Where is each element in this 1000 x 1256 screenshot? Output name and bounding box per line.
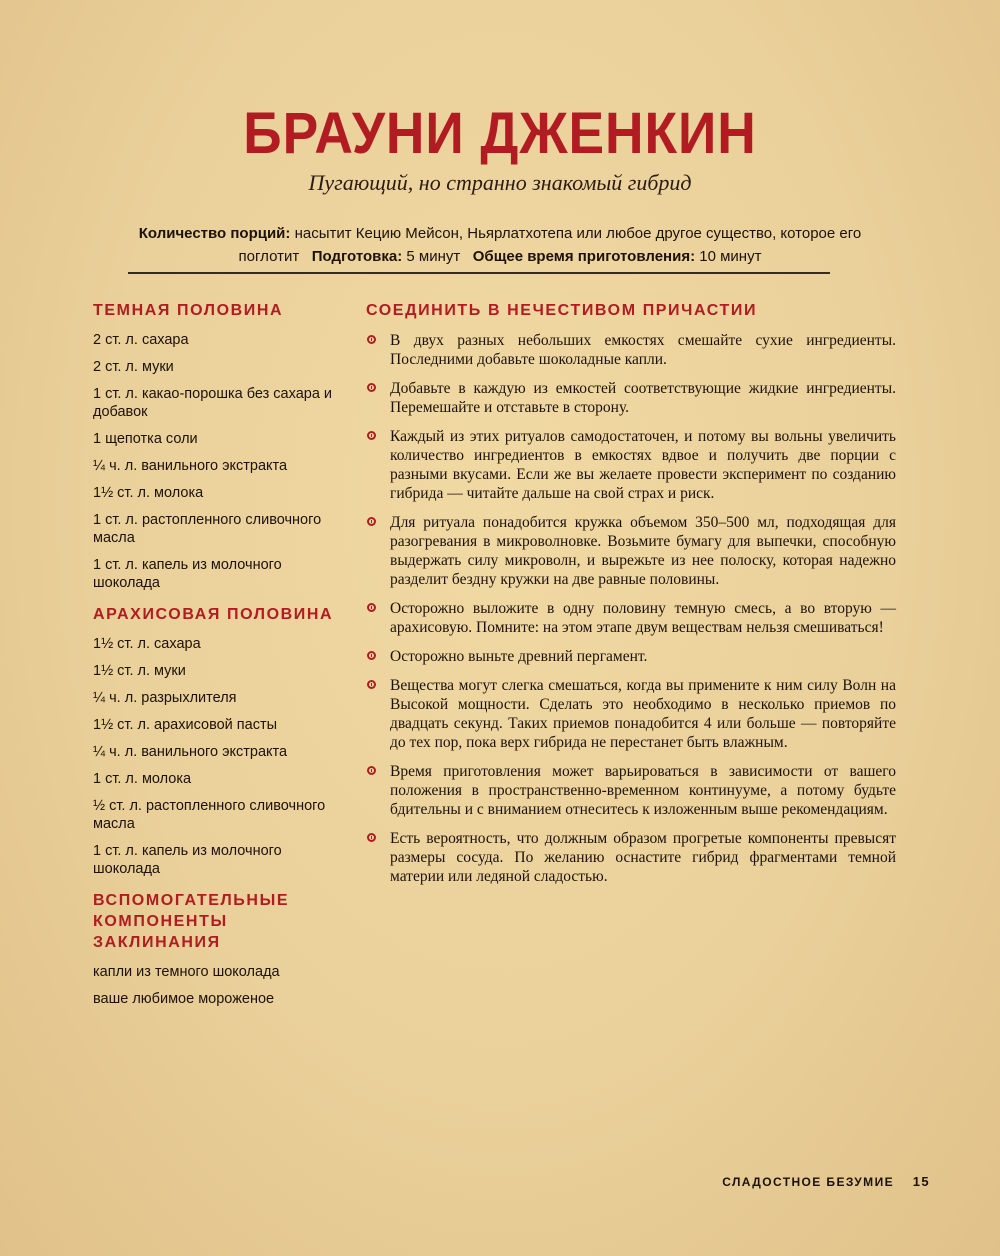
ingredient-list [93, 963, 343, 1008]
step-bullet-icon [367, 603, 376, 612]
method-step [366, 762, 896, 819]
ingredient-item: 1 щепотка соли [93, 431, 198, 447]
ingredient-list [93, 331, 343, 592]
ingredient-item: капли из темного шоколада [93, 964, 280, 980]
step-text: Осторожно выложите в одну половину темную смесь, а во вторую — арахисовую. Помните: на этом этапе двум веществам нельзя смешиваться! [390, 600, 896, 636]
recipe-title: БРАУНИ ДЖЕНКИН [243, 101, 757, 166]
step-text: Осторожно выньте древний пергамент. [390, 648, 648, 665]
ingredient-item: 2 ст. л. муки [93, 359, 174, 375]
step-bullet-icon [367, 517, 376, 526]
step-text: В двух разных небольших емкостях смешайте сухие ингредиенты. Последними добавьте шоколадные капли. [390, 332, 896, 368]
ingredient-item: 1 ст. л. капель из молочного шоколада [93, 557, 282, 591]
ingredient-item: 1½ ст. л. молока [93, 485, 204, 501]
recipe-meta [120, 222, 880, 268]
ingredient-list [93, 635, 343, 878]
step-text: Время приготовления может варьироваться в зависимости от вашего положения в пространственно-временном континууме, а потому будьте бдительны и с вниманием отнеситесь к изложенным выше рекомендациям. [390, 763, 896, 818]
total-time-label: Общее время приготовления: [472, 248, 696, 265]
ingredient-item: ¼ ч. л. разрыхлителя [93, 690, 237, 706]
method-step [366, 513, 896, 589]
method-step [366, 647, 896, 666]
footer-section-title: СЛАДОСТНОЕ БЕЗУМИЕ [722, 1175, 894, 1189]
method-column [366, 300, 896, 896]
ingredient-item: 1½ ст. л. муки [93, 663, 186, 679]
step-text: Добавьте в каждую из емкостей соответствующие жидкие ингредиенты. Перемешайте и отставьте в сторону. [390, 380, 896, 416]
ingredient-item: 1 ст. л. капель из молочного шоколада [93, 843, 282, 877]
servings-label: Количество порций: [138, 225, 291, 242]
method-step [366, 599, 896, 637]
step-bullet-icon [367, 766, 376, 775]
method-steps [366, 331, 896, 886]
ingredient-section-heading: АРАХИСОВАЯ ПОЛОВИНА [93, 606, 334, 623]
ingredient-item: ¼ ч. л. ванильного экстракта [93, 744, 288, 760]
ingredient-section-heading: ТЕМНАЯ ПОЛОВИНА [93, 302, 284, 319]
ingredient-item: 1½ ст. л. арахисовой пасты [93, 717, 278, 733]
step-bullet-icon [367, 335, 376, 344]
page-footer [722, 1174, 930, 1189]
step-bullet-icon [367, 383, 376, 392]
meta-divider [128, 272, 830, 274]
method-step [366, 379, 896, 417]
step-text: Каждый из этих ритуалов самодостаточен, и потому вы вольны увеличить количество ингредиентов в емкостях вдвое и получить две порции с разными вкусами. Если же вы желаете провести эксперимент по созданию гибрида — читайте дальше на свой страх и риск. [390, 428, 896, 502]
step-bullet-icon [367, 680, 376, 689]
ingredient-item: ваше любимое мороженое [93, 991, 275, 1007]
prep-label: Подготовка: [311, 248, 403, 265]
method-step [366, 427, 896, 503]
step-text: Есть вероятность, что должным образом прогретые компоненты превысят размеры сосуда. По желанию оснастите гибрид фрагментами темной материи или ледяной сладостью. [390, 830, 896, 885]
step-text: Для ритуала понадобится кружка объемом 350–500 мл, подходящая для разогревания в микроволновке. Возьмите бумагу для выпечки, способную выдержать силу микроволн, и вырежьте из нее полоску, которая надежно разделит бездну кружки на две равные половины. [390, 514, 896, 588]
servings-value: насытит Кецию Мейсон, Ньярлатхотепа или любое другое существо, которое его поглотит [238, 225, 862, 265]
ingredient-item: 1 ст. л. растопленного сливочного масла [93, 512, 322, 546]
ingredient-item: 1 ст. л. молока [93, 771, 192, 787]
method-heading: СОЕДИНИТЬ В НЕЧЕСТИВОМ ПРИЧАСТИИ [366, 302, 758, 319]
ingredient-item: 2 ст. л. сахара [93, 332, 189, 348]
total-time-value: 10 минут [699, 248, 762, 265]
method-step [366, 331, 896, 369]
step-bullet-icon [367, 431, 376, 440]
recipe-subtitle: Пугающий, но странно знакомый гибрид [308, 170, 692, 195]
ingredient-item: ½ ст. л. растопленного сливочного масла [93, 798, 326, 832]
ingredient-item: ¼ ч. л. ванильного экстракта [93, 458, 288, 474]
step-bullet-icon [367, 833, 376, 842]
ingredient-section-heading: ВСПОМОГАТЕЛЬНЫЕ КОМПОНЕНТЫ ЗАКЛИНАНИЯ [93, 892, 290, 951]
page-number: 15 [912, 1174, 930, 1189]
step-text: Вещества могут слегка смешаться, когда вы примените к ним силу Волн на Высокой мощности. Сделать это необходимо в несколько приемов по двадцать секунд. Таких приемов понадобится 4 или больше — повторяйте до тех пор, пока верх гибрида не перестанет быть влажным. [390, 677, 896, 751]
prep-value: 5 минут [406, 248, 461, 265]
ingredients-column [93, 300, 343, 1017]
ingredient-item: 1½ ст. л. сахара [93, 636, 201, 652]
method-step [366, 829, 896, 886]
ingredient-item: 1 ст. л. какао-порошка без сахара и добавок [93, 386, 333, 420]
method-step [366, 676, 896, 752]
step-bullet-icon [367, 651, 376, 660]
